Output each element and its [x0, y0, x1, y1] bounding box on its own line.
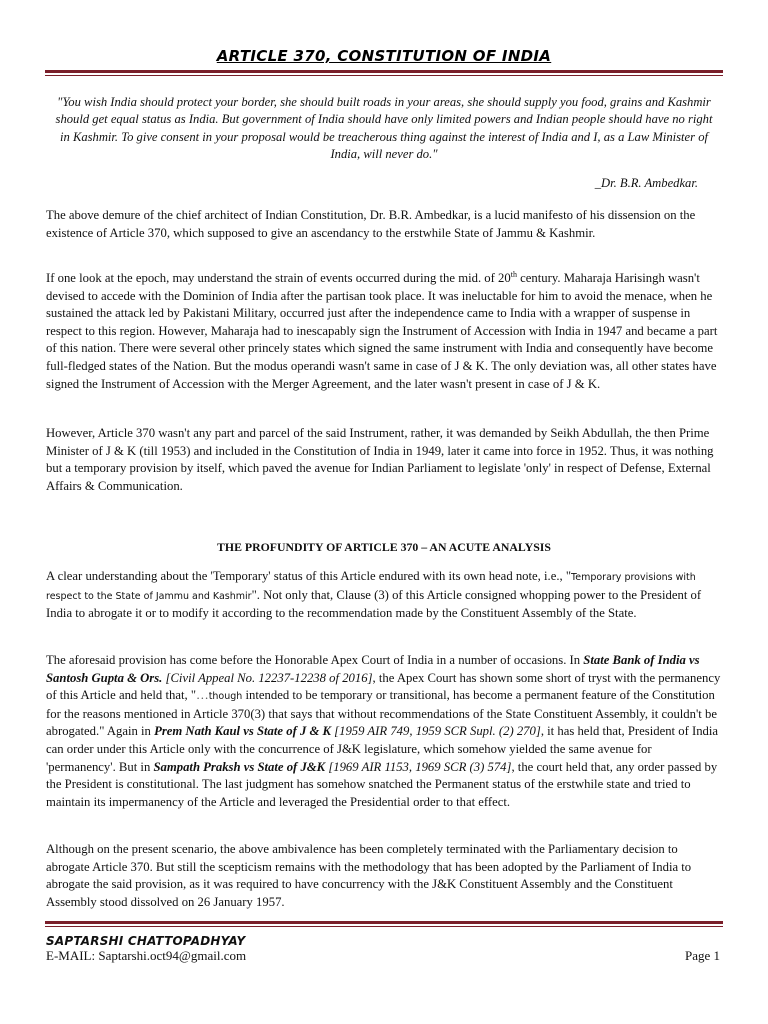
paragraph-4-rest: ". Not only that, Clause (3) of this Article consigned whopping power to the President of India to abrogate it or to modify it according to the recommendation made by the Constituent Assembly of the State. [46, 587, 702, 621]
header-rule-thick [45, 70, 723, 73]
paragraph-5-part-b: , the Apex Court has shown some short of tryst with the permanency of this Article and held that, " [46, 670, 721, 703]
citation-sampath-praksh: [1969 AIR 1153, 1969 SCR (3) 574] [325, 759, 512, 774]
paragraph-5-part-c: intended to be temporary or transitional, has become a permanent feature of the Constitution for the reasons mentioned in Article 370(3) that says that without recommendations of the State Constituent Assembly, it couldn't be abrogated." Again in [46, 688, 717, 739]
section-heading: THE PROFUNDITY OF ARTICLE 370 – AN ACUTE ANALYSIS [217, 540, 551, 554]
case-prem-nath-kaul: Prem Nath Kaul vs State of J & K [154, 724, 331, 739]
paragraph-3: However, Article 370 wasn't any part and parcel of the said Instrument, rather, it was demanded by Seikh Abdullah, the then Prime Minister of J & K (till 1953) and included in the Constitution of India in 1949, later it came into force in 1952. Thus, it was nothing but a temporary provision by itself, which paved the avenue for Indian Parliament to legislate 'only' in respect of Defense, External Affairs & Communication. [46, 426, 714, 493]
ellipsis: … [196, 688, 209, 703]
paragraph-5-part-e: , the court held that, any order passed by the President is constitutional. The last judgment has somehow snatched the Permanent status of the erstwhile state and tried to maintain its impermanency of the Article and leveraged the Presidential order to that effect. [46, 759, 718, 809]
paragraph-5-part-d: , it has held that, President of India can order under this Article only with the concurrence of J&K legislature, which somehow yielded the same avenue for 'permanency'. But in [46, 724, 719, 774]
header-rule-thin [45, 75, 723, 76]
footer-author: SAPTARSHI CHATTOPADHYAY [46, 934, 246, 948]
page-number: Page 1 [684, 948, 720, 963]
paragraph-6: Although on the present scenario, the above ambivalence has been completely terminated with the Parliamentary decision to abrogate Article 370. But still the scepticism remains with the methodology that has been adopted by the Parliament of India to abrogate the said provision, as it was required to have concurrency with the J&K Constituent Assembly and the Constituent Assembly stood dissolved on 26 January 1957. [46, 842, 692, 909]
quote-author: _Dr. B.R. Ambedkar. [594, 176, 698, 190]
paragraph-5 [46, 652, 722, 811]
paragraph-4-start: A clear understanding about the 'Temporary' status of this Article endured with its own head note, i.e., " [46, 569, 572, 583]
paragraph-2-start: If one look at the epoch, may understand the strain of events occurred during the mid. of 20 [46, 271, 511, 285]
paragraph-2-rest: century. Maharaja Harisingh wasn't devised to accede with the Dominion of India after the partisan took place. It was ineluctable for him to avoid the menace, when he sustained the attack led by Pakistani Military, occurred just after the independence came to India with a wrapper of suspense in respect to this region. However, Maharaja had to inescapably sign the Instrument of Accession with India in 1947 and became a part of this nation. There were several other princely states which signed the same instrument with India and consequently have become full-fledged states of the Nation. But the modus operandi wasn't same in case of J & K. The only deviation was, all other states have signed the Instrument of Accession with the Merger Agreement, and the later wasn't present in case of J & K. [46, 271, 718, 391]
paragraph-1: The above demure of the chief architect of Indian Constitution, Dr. B.R. Ambedkar, is a lucid manifesto of his dissension on the existence of Article 370, which supposed to give an ascendancy to the erstwhile State of Jammu & Kashmir. [46, 208, 696, 240]
document-title: ARTICLE 370, CONSTITUTION OF INDIA [216, 47, 552, 65]
paragraph-5-start: The aforesaid provision has come before the Honorable Apex Court of India in a number of occasions. In [46, 653, 584, 667]
footer-rule-thin [45, 926, 723, 927]
citation-prem-nath-kaul: [1959 AIR 749, 1959 SCR Supl. (2) 270] [331, 724, 541, 739]
footer-rule-thick [45, 921, 723, 924]
paragraph-4 [46, 568, 722, 623]
paragraph-2 [46, 270, 722, 393]
case-state-bank: State Bank of India vs Santosh Gupta & Ors. [46, 653, 700, 685]
citation-state-bank: [Civil Appeal No. 12237-12238 of 2016] [162, 670, 373, 685]
ambedkar-quote: "You wish India should protect your border, she should built roads in your areas, she should supply you food, grains and Kashmir should get equal status as India. But government of India should have only limited powers and Indian people should have no right in Kashmir. To give consent in your proposal would be treacherous thing against the interest of India and I, as a Law Minister of India, will never do." [55, 95, 713, 161]
superscript-th: th [510, 269, 517, 279]
head-note: Temporary provisions with respect to the State of Jammu and Kashmir [46, 572, 696, 602]
footer-email: E-MAIL: Saptarshi.oct94@gmail.com [46, 948, 247, 963]
word-though: though [208, 691, 243, 703]
case-sampath-praksh: Sampath Praksh vs State of J&K [153, 759, 326, 774]
